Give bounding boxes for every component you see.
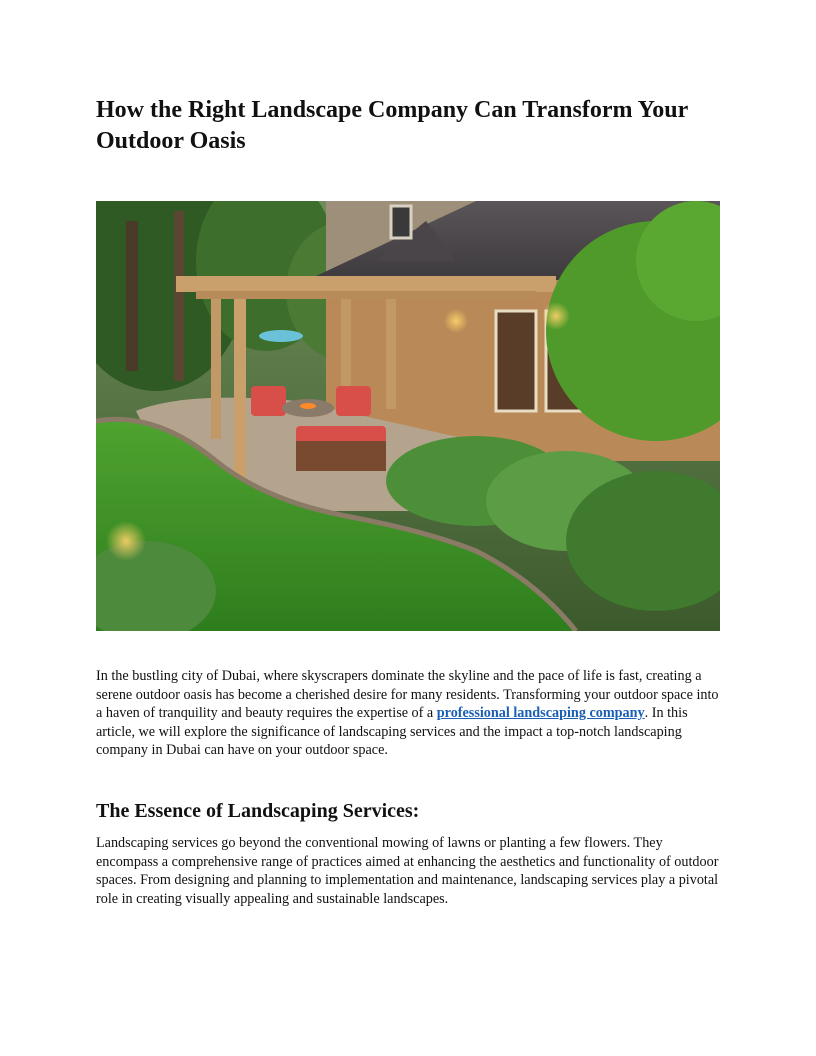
intro-paragraph [96, 667, 720, 760]
section-heading: The Essence of Landscaping Services: [96, 800, 420, 822]
backyard-patio-photo-icon [96, 201, 720, 631]
intro-text-before-link: In the bustling city of Dubai, where skyscrapers dominate the skyline and the pace of life is fast, creating a serene outdoor oasis has become a cherished desire for many residents. Transforming your outdoor space into a haven of tranquility and beauty requires the expertise of a [96, 668, 719, 722]
professional-landscaping-link[interactable]: professional landscaping company [436, 705, 645, 722]
hero-image [96, 201, 720, 631]
section-paragraph: Landscaping services go beyond the conventional mowing of lawns or planting a few flowers. They encompass a comprehensive range of practices aimed at enhancing the aesthetics and functionality of outdoor spaces. From designing and planning to implementation and maintenance, landscaping services play a pivotal role in creating visually appealing and sustainable landscapes. [96, 835, 719, 907]
intro-text-after-link: . In this article, we will explore the significance of landscaping services and the impact a top-notch landscaping company in Dubai can have on your outdoor space. [96, 705, 688, 759]
article-title: How the Right Landscape Company Can Transform Your Outdoor Oasis [96, 97, 688, 154]
